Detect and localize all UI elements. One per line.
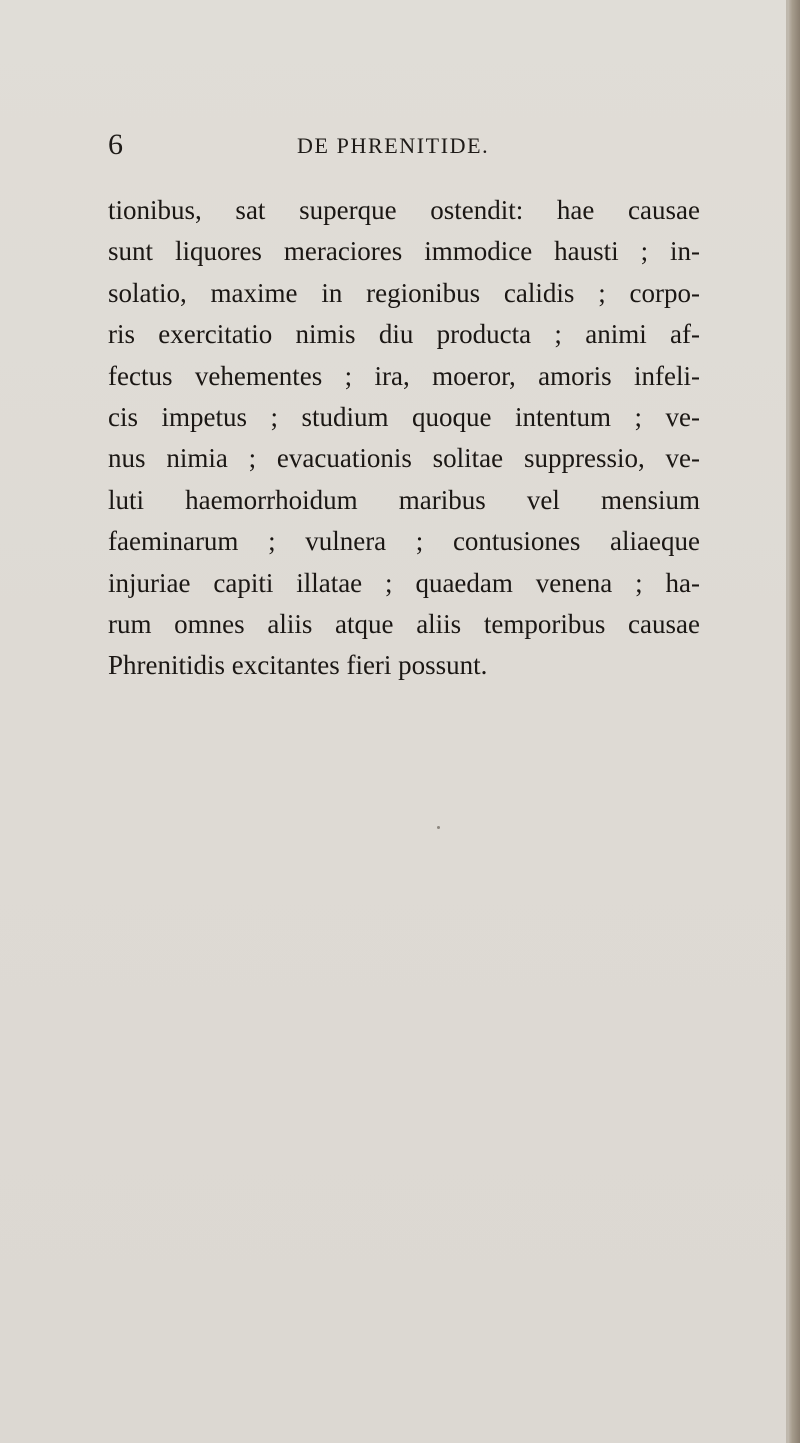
page-number: 6 [108,128,123,161]
body-paragraph [108,190,700,687]
text-line: tionibus, sat superque ostendit: hae causae [108,195,700,225]
text-line: sunt liquores meraciores immodice hausti ; in- [108,236,700,267]
text-line: rum omnes aliis atque aliis temporibus causae [108,608,700,639]
running-title: DE PHRENITIDE. [297,133,490,158]
page-edge [786,0,800,1443]
text-line: faeminarum ; vulnera ; contusiones aliaeque [108,526,700,557]
text-line: nus nimia ; evacuationis solitae suppressio, ve- [108,443,700,474]
text-line: fectus vehementes ; ira, moeror, amoris infeli- [108,360,700,391]
text-line: solatio, maxime in regionibus calidis ; corpo- [108,277,700,308]
text-line: ris exercitatio nimis diu producta ; animi af- [108,319,700,350]
paper-speck [437,826,440,829]
text-line: cis impetus ; studium quoque intentum ; ve- [108,401,700,432]
text-line: injuriae capiti illatae ; quaedam venena ; ha- [108,567,700,598]
text-line-last: Phrenitidis excitantes fieri possunt. [108,650,488,681]
running-head [108,127,708,167]
text-line: luti haemorrhoidum maribus vel mensium [108,484,700,515]
